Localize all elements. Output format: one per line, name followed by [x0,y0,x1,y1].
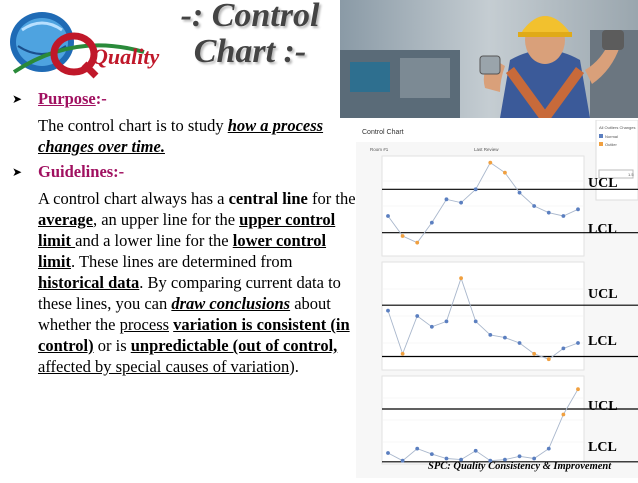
ucl-label-3: UCL [588,399,618,414]
data-point [386,214,390,218]
data-point [547,447,551,451]
data-point [576,207,580,211]
guidelines-heading: Guidelines:- [38,162,125,181]
side-value: 1.5 [628,172,634,177]
outlier-point [547,357,551,361]
outlier-point [561,413,565,417]
data-point [430,221,434,225]
lcl-label-2: LCL [588,334,617,349]
data-point [488,333,492,337]
data-point [518,454,522,458]
logo-graphic [4,2,154,82]
legend-title: All Outliers Changes [599,125,636,130]
ucl-label-2: UCL [588,287,618,302]
outlier-point [576,387,580,391]
data-point [532,457,536,461]
data-point [430,452,434,456]
lcl-label-1: LCL [588,222,617,237]
purpose-text: The control chart is to study how a process changes over time. [38,116,324,156]
data-point [445,197,449,201]
data-point [474,449,478,453]
data-point [561,347,565,351]
data-point [576,341,580,345]
outlier-point [503,171,507,175]
data-point [415,447,419,451]
data-point [518,341,522,345]
factory-worker-image [340,0,638,118]
data-point [518,191,522,195]
legend-normal-label: Normal [605,134,618,139]
legend-outlier-swatch [599,142,603,146]
chart-header-center: Last Review [474,147,499,152]
data-point [474,320,478,324]
data-point [474,187,478,191]
data-point [415,314,419,318]
control-chart-window [356,120,638,478]
arrow-bullet-icon: ➤ [12,165,23,179]
content-text [10,88,360,377]
data-point [386,309,390,313]
footer-caption: SPC: Quality Consistency & Improvement [428,461,612,472]
data-point [503,336,507,340]
data-point [445,457,449,461]
data-point [445,320,449,324]
worker-photo [340,0,638,118]
guidelines-heading-row [10,161,360,182]
data-point [386,451,390,455]
logo-text: Quality [92,44,160,69]
legend-outlier-label: Outlier [605,142,617,147]
outlier-point [532,352,536,356]
chart-window-title: Control Chart [362,129,404,136]
outlier-point [415,241,419,245]
outlier-point [488,161,492,165]
outlier-point [459,276,463,280]
purpose-heading-row [10,88,360,109]
data-point [532,204,536,208]
title-line-2: Chart :- [193,33,307,70]
quality-logo [4,2,160,82]
purpose-heading: Purpose:- [38,89,107,108]
arrow-bullet-icon: ➤ [12,92,23,106]
legend-normal-swatch [599,134,603,138]
data-point [547,211,551,215]
guidelines-text: A control chart always has a central line for the average, an upper line for the upper control limit and a lower line for the lower control limit. These lines are determined from historical data. By comparing current data to these lines, you can draw conclusions about whether the process variation is consistent (in control) or is unpredictable (out of control, affected by special causes of variation). [38,189,356,376]
outlier-point [401,234,405,238]
lcl-label-3: LCL [588,440,617,455]
outlier-point [401,352,405,356]
data-point [459,201,463,205]
chart-filter-label: Room #1 [370,147,389,152]
title-line-1: -: Control [180,0,320,34]
data-point [561,214,565,218]
data-point [430,325,434,329]
data-point [401,459,405,463]
page-title [150,0,350,70]
ucl-label-1: UCL [588,176,618,191]
